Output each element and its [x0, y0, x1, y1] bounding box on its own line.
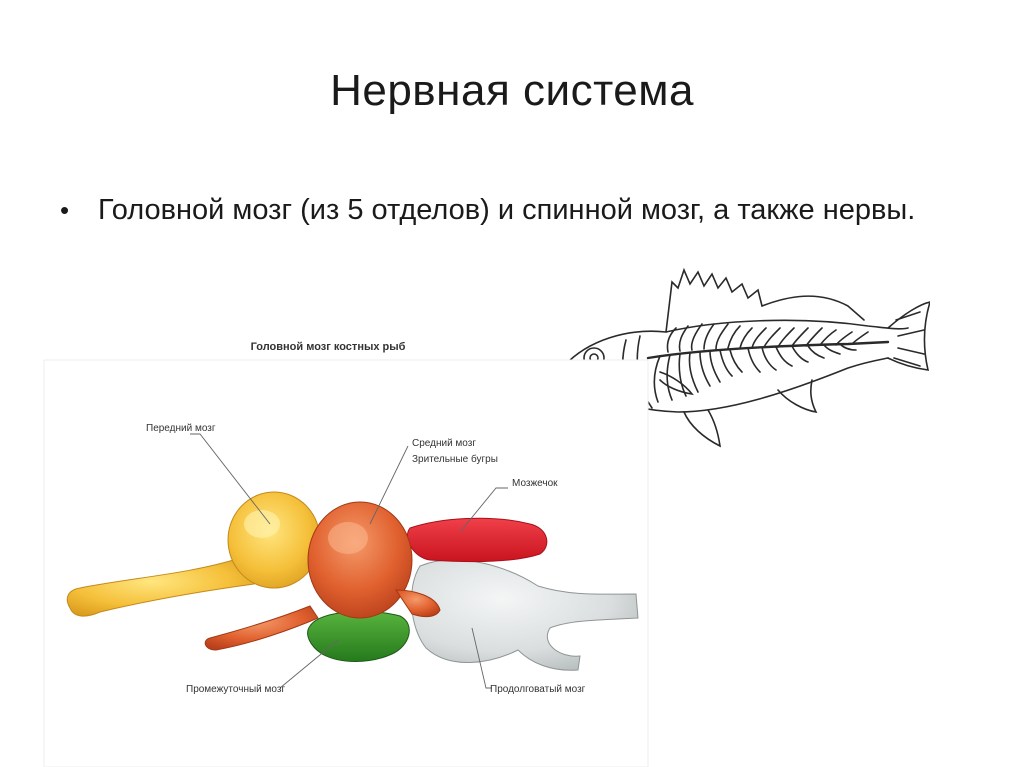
bullet-item — [58, 188, 938, 232]
bullet-dot-icon: • — [60, 195, 70, 225]
label-diencephalon: Промежуточный мозг — [186, 684, 286, 695]
bullet-list — [58, 188, 938, 232]
label-cerebellum: Мозжечок — [512, 478, 558, 489]
bullet-text: Головной мозг (из 5 отделов) и спинной мозг, а также нервы. — [98, 194, 916, 226]
page-title: Нервная система — [330, 66, 694, 115]
label-medulla: Продолговатый мозг — [490, 684, 586, 695]
fish-brain-diagram — [40, 328, 652, 767]
label-midbrain: Средний мозг — [412, 438, 476, 449]
label-forebrain: Передний мозг — [146, 423, 216, 434]
figure-caption: Головной мозг костных рыб — [250, 341, 406, 353]
label-optic-lobes: Зрительные бугры — [412, 454, 498, 465]
